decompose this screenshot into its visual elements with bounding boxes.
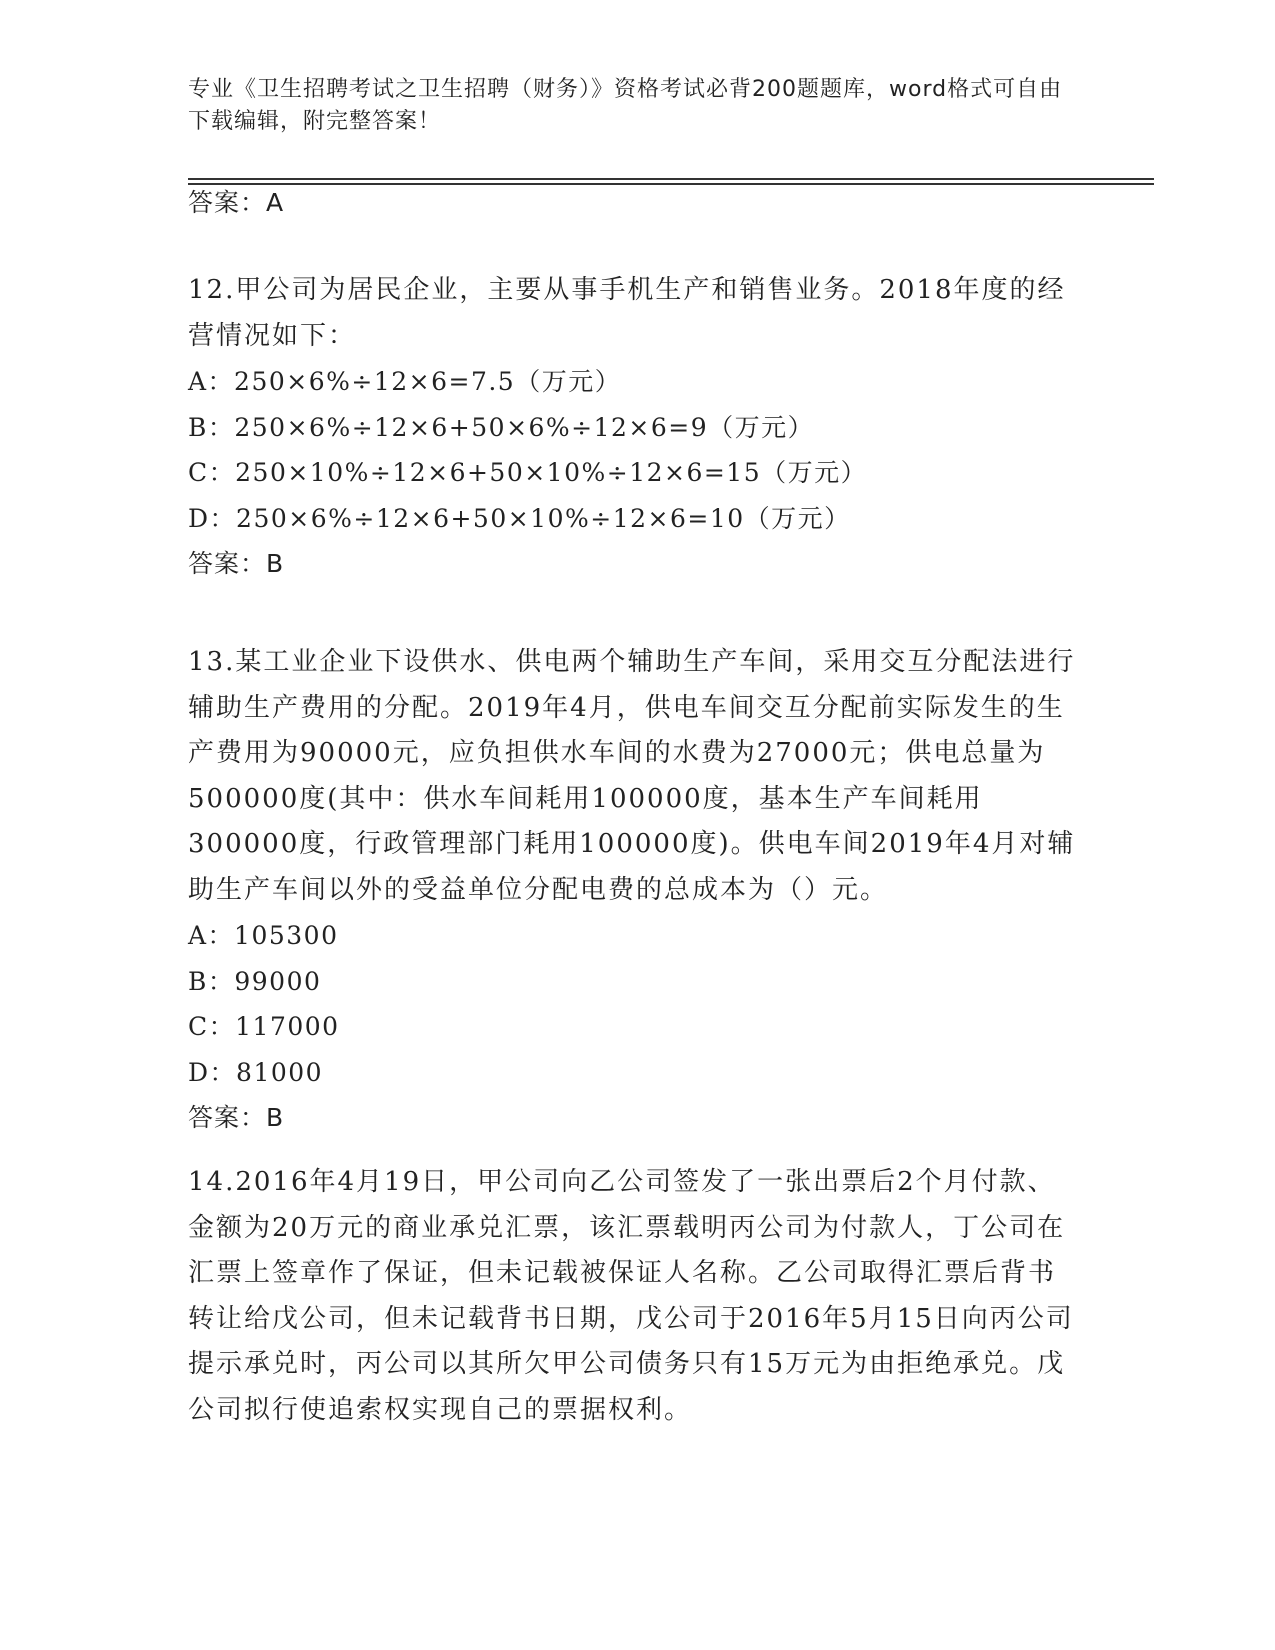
question-12 [188, 268, 1078, 586]
question-13-option-a: A：105300 [188, 921, 339, 950]
question-13-option-d: D：81000 [188, 1057, 324, 1087]
question-12-option-b: B：250×6%÷12×6+50×6%÷12×6=9（万元） [188, 412, 815, 442]
previous-question-answer: 答案：A [188, 188, 285, 217]
question-13-stem: 13.某工业企业下设供水、供电两个辅助生产车间，采用交互分配法进行辅助生产费用的分配。2019年4月，供电车间交互分配前实际发生的生产费用为90000元，应负担供水车间的水费为27000元；供电总量为500000度(其中：供水车间耗用100000度，基本生产车间耗用300000度，行政管理部门耗用100000度)。供电车间2019年4月对辅助生产车间以外的受益单位分配电费的总成本为（）元。 [188, 647, 1076, 905]
question-12-answer: 答案：B [188, 549, 285, 578]
question-12-stem: 12.甲公司为居民企业，主要从事手机生产和销售业务。2018年度的经营情况如下： [188, 275, 1066, 351]
question-13-answer: 答案：B [188, 1103, 285, 1132]
header-divider-top [188, 178, 1154, 180]
question-13 [188, 640, 1078, 1140]
question-13-option-c: C：117000 [188, 1012, 340, 1041]
question-12-option-a: A：250×6%÷12×6=7.5（万元） [188, 367, 622, 396]
question-12-option-c: C：250×10%÷12×6+50×10%÷12×6=15（万元） [188, 458, 868, 487]
header-divider-bottom [188, 183, 1154, 185]
question-12-option-d: D：250×6%÷12×6+50×10%÷12×6=10（万元） [188, 503, 851, 533]
question-13-option-b: B：99000 [188, 966, 322, 996]
question-14 [188, 1160, 1078, 1433]
question-14-stem: 14.2016年4月19日，甲公司向乙公司签发了一张出票后2个月付款、金额为20万元的商业承兑汇票，该汇票载明丙公司为付款人，丁公司在汇票上签章作了保证，但未记载被保证人名称。乙公司取得汇票后背书转让给戊公司，但未记载背书日期，戊公司于2016年5月15日向丙公司提示承兑时，丙公司以其所欠甲公司债务只有15万元为由拒绝承兑。戊公司拟行使追索权实现自己的票据权利。 [188, 1167, 1074, 1425]
page-header: 专业《卫生招聘考试之卫生招聘（财务）》资格考试必背200题题库，word格式可自由下载编辑，附完整答案！ [188, 77, 1063, 134]
